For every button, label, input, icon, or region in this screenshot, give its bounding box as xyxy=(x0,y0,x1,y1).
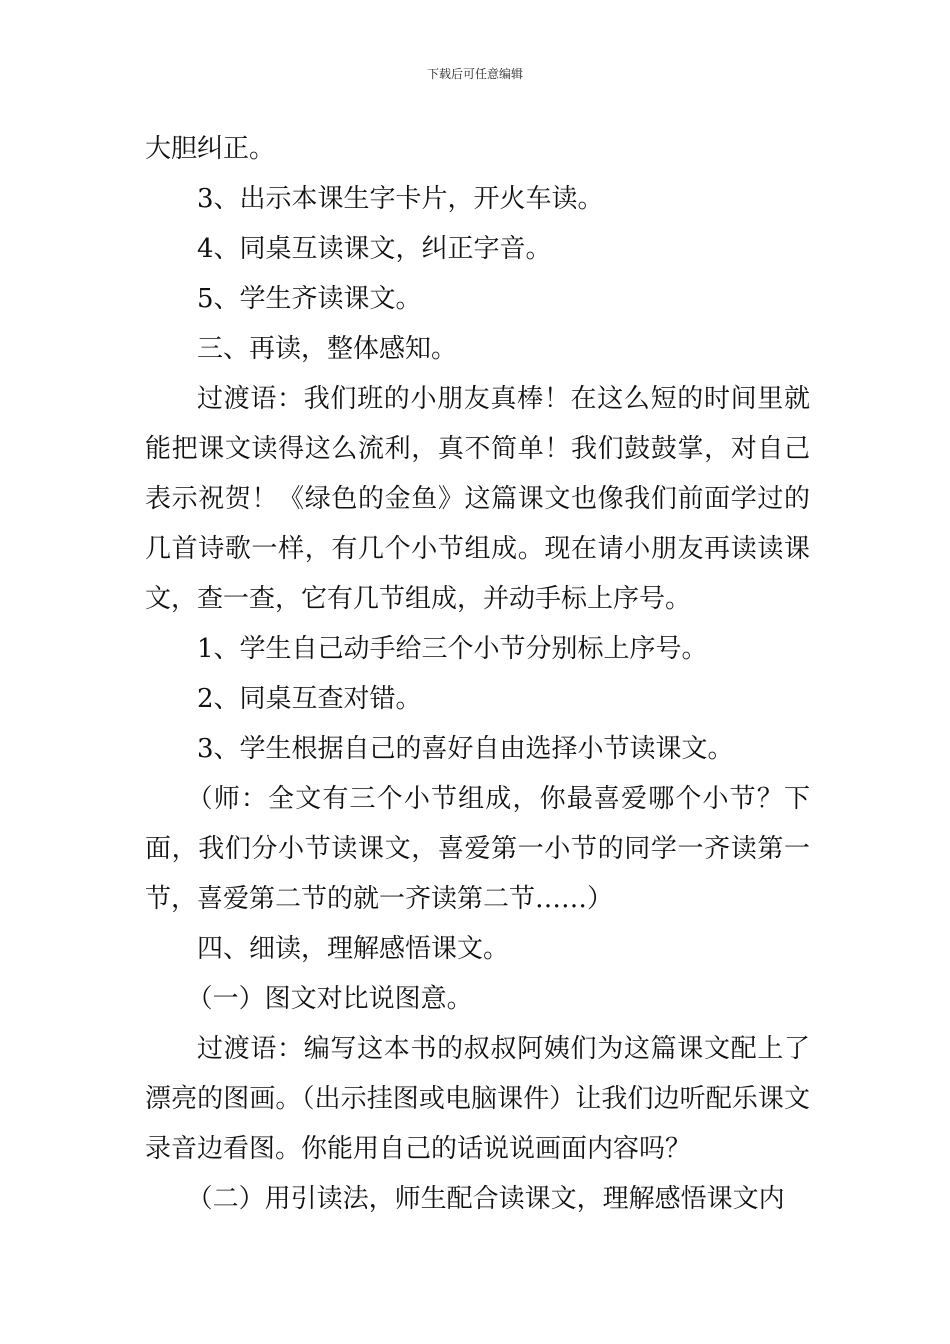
paragraph-step-5-group-reading: 5、学生齐读课文。 xyxy=(197,284,422,314)
paragraph-continuation: 大胆纠正。 xyxy=(145,134,276,164)
section-heading-three: 三、再读，整体感知。 xyxy=(197,334,458,364)
subsection-heading-two: （二）用引读法，师生配合读课文，理解感悟课文内 xyxy=(186,1184,785,1214)
paragraph-step-3-flashcards: 3、出示本课生字卡片，开火车读。 xyxy=(197,184,604,214)
paragraph-transition-1: 过渡语：我们班的小朋友真棒！在这么短的时间里就能把课文读得这么流利，真不简单！我们鼓鼓掌，对自己表示祝贺！《绿色的金鱼》这篇课文也像我们前面学过的几首诗歌一样，有几个小节组成。现在请小朋友再读读课文，查一查，它有几节组成，并动手标上序号。 xyxy=(145,384,810,614)
paragraph-teacher-note: （师：全文有三个小节组成，你最喜爱哪个小节？下面，我们分小节读课文，喜爱第一小节的同学一齐读第一节，喜爱第二节的就一齐读第二节……） xyxy=(145,784,810,914)
paragraph-item-1: 1、学生自己动手给三个小节分别标上序号。 xyxy=(197,634,708,664)
section-heading-four: 四、细读，理解感悟课文。 xyxy=(197,934,510,964)
page-header: 下载后可任意编辑 xyxy=(426,67,523,81)
paragraph-item-3: 3、学生根据自己的喜好自由选择小节读课文。 xyxy=(197,734,734,764)
subsection-heading-one: （一）图文对比说图意。 xyxy=(186,984,473,1014)
paragraph-item-2: 2、同桌互查对错。 xyxy=(197,684,422,714)
document-body xyxy=(145,124,810,1224)
paragraph-transition-2: 过渡语：编写这本书的叔叔阿姨们为这篇课文配上了漂亮的图画。（出示挂图或电脑课件）让我们边听配乐课文录音边看图。你能用自己的话说说画面内容吗？ xyxy=(145,1034,810,1164)
paragraph-step-4-pair-reading: 4、同桌互读课文，纠正字音。 xyxy=(197,234,552,264)
